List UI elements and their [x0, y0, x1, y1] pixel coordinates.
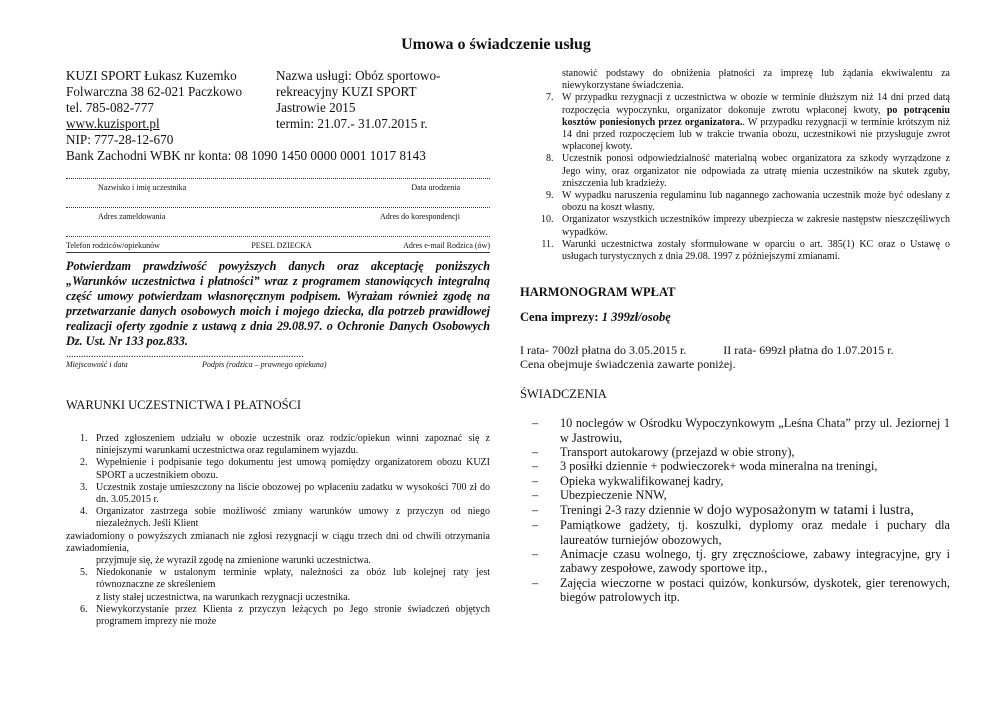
term-text: W przypadku rezygnacji z uczestnictwa w obozie w terminie dłuższym niż 14 dni przed datą rozpoczęcia wypoczynku, organizator dokonuje zwrotu wpłaconej kwoty,	[562, 92, 950, 116]
organizer-info	[66, 68, 276, 148]
benefits-list	[520, 416, 950, 604]
organizer-name: KUZI SPORT Łukasz Kuzemko	[66, 68, 237, 83]
term-text: zawiadomiony o powyższych zmianach nie zgłosi rezygnacji w ciągu trzech dni od chwili otrzymania zawiadomienia,	[66, 530, 490, 554]
service-dates: termin: 21.07.- 31.07.2015 r.	[276, 116, 428, 131]
price-line	[520, 310, 950, 325]
term-text: z listy stałej uczestnictwa, na warunkach rezygnacji uczestnika.	[96, 591, 351, 603]
term-item: 11. Warunki uczestnictwa zostały sformułowane w oparciu o art. 385(1) KC oraz o Ustawę o usługach turystycznych z dnia 29.08. 1997 z późniejszymi zmianami.	[556, 239, 950, 263]
price-label: Cena imprezy:	[520, 310, 602, 325]
organizer-phone: tel. 785-082-777	[66, 100, 154, 115]
benefit-item: – 10 noclegów w Ośrodku Wypoczynkowym „Leśna Chata” przy ul. Jeziornej 1 w Jastrowiu,	[520, 416, 950, 445]
page-title: Umowa o świadczenie usług	[401, 36, 591, 53]
header-block	[66, 68, 490, 148]
place-date-label: Miejscowość i data	[66, 360, 128, 369]
term-item: 1. Przed zgłoszeniem udziału w obozie uczestnik oraz rodzic/opiekun winni zapoznać się z niniejszymi warunkami uczestnictwa oraz regulaminem wyjazdu.	[90, 433, 490, 457]
terms-heading: WARUNKI UCZESTNICTWA I PŁATNOŚCI	[66, 398, 302, 412]
organizer-nip: NIP: 777-28-12-670	[66, 132, 174, 147]
term-text: . W przypadku rezygnacji w terminie krótszym niż 14 dni przed rozpoczęciem lub w trakcie trwania obozu, uczestnikowi nie przysługuje zwrot wpłaconej kwoty.	[562, 116, 950, 153]
bank-account: Bank Zachodni WBK nr konta: 08 1090 1450 0000 0001 1017 8143	[66, 148, 426, 163]
rate-2: II rata- 699zł płatna do 1.07.2015 r.	[723, 343, 894, 358]
service-name-line1: Nazwa usługi: Obóz sportowo-	[276, 68, 441, 83]
correspondence-address-label: Adres do korespondencji	[380, 212, 460, 221]
payments-heading: HARMONOGRAM WPŁAT	[520, 285, 676, 300]
service-info	[276, 68, 490, 148]
contact-field-labels	[66, 241, 490, 251]
service-name-line2: rekreacyjny KUZI SPORT	[276, 84, 417, 99]
terms-list-continued	[520, 92, 950, 263]
benefit-item: – Transport autokarowy (przejazd w obie strony),	[520, 445, 950, 459]
term-text: Organizator zastrzega sobie możliwość zmiany warunków umowy z przyczyn od niego niezależnych. Jeśli Klient	[96, 506, 490, 530]
benefit-item: – Zajęcia wieczorne w postaci quizów, konkursów, dyskotek, gier terenowych, biegów patrolowych itp.	[520, 576, 950, 605]
term-item: 9. W wypadku naruszenia regulaminu lub nagannego zachowania uczestnik może być odesłany z obozu na koszt własny.	[556, 190, 950, 214]
benefit-item	[520, 503, 950, 518]
benefit-item: – Opieka wykwalifikowanej kadry,	[520, 474, 950, 488]
address-field-line[interactable]	[66, 207, 490, 208]
terms-list	[66, 433, 490, 628]
parent-email-label: Adres e-mail Rodzica (ów)	[403, 241, 490, 250]
term-6-continuation: stanowić podstawy do obniżenia płatności za imprezę lub żądania ekwiwalentu za niewykorzystane świadczenia.	[562, 68, 950, 92]
organizer-website-link[interactable]: www.kuzisport.pl	[66, 116, 160, 131]
organizer-address: Folwarczna 38 62-021 Paczkowo	[66, 84, 243, 99]
consent-statement: Potwierdzam prawdziwość powyższych danych oraz akceptację poniższych „Warunków uczestnictwa i płatności” wraz z programem stanowiących integralną część umowy potwierdzam własnoręcznym podpisem. Wyrażam również zgodę na przetwarzanie danych osobowych moich i mojego dziecka, dla potrzeb prawidłowej realizacji oferty zgodnie z ustawą z dnia 29.08.97. o Ochronie Danych Osobowych Dz. Ust. Nr 133 poz.833.	[66, 259, 490, 348]
name-field-labels	[66, 183, 490, 193]
name-field-line[interactable]	[66, 178, 490, 179]
term-item: 8. Uczestnik ponosi odpowiedzialność materialną wobec organizatora za szkody wyrządzone z Jego winy, oraz organizator nie odpowiada za utratę mienia uczestników na skutek zguby, zniszczenia lub kradzieży.	[556, 153, 950, 190]
term-text: Niedokonanie w ustalonym terminie wpłaty, należności za obóz lub kolejnej raty jest równoznaczne ze skreśleniem	[96, 567, 490, 591]
pesel-label: PESEL DZIECKA	[251, 241, 312, 250]
parent-phone-label: Telefon rodziców/opiekunów	[66, 241, 160, 250]
term-item: 2. Wypełnienie i podpisanie tego dokumentu jest umową pomiędzy organizatorem obozu KUZI SPORT a uczestnikiem obozu.	[90, 457, 490, 481]
service-location: Jastrowie 2015	[276, 100, 356, 115]
left-column	[66, 68, 490, 628]
benefit-item: – Animacje czasu wolnego, tj. gry zręcznościowe, zabawy integracyjne, gry i zabawy zespołowe, zawody sportowe itp.,	[520, 547, 950, 576]
signature-line[interactable]: ...............................................................................................	[66, 349, 304, 360]
term-item: 6. Niewykorzystanie przez Klienta z przyczyn leżących po Jego stronie świadczeń objętych programem imprezy nie może	[90, 604, 490, 628]
address-field-labels	[66, 212, 490, 222]
rate-1: I rata- 700zł płatna do 3.05.2015 r.	[520, 343, 687, 358]
birth-date-label: Data urodzenia	[411, 183, 460, 192]
signature-labels	[66, 360, 490, 370]
right-column	[520, 68, 950, 605]
price-value: 1 399zł/osobę	[601, 310, 671, 325]
term-item	[556, 92, 950, 153]
benefit-item: – Ubezpieczenie NNW,	[520, 488, 950, 502]
benefit-text: Treningi 2-3 razy dziennie	[560, 502, 694, 517]
rates-block	[520, 343, 950, 371]
contact-field-line[interactable]	[66, 236, 490, 237]
price-includes: Cena obejmuje świadczenia zawarte poniżej.	[520, 357, 736, 372]
term-text: przyjmuje się, że wyraził zgodę na zmienione warunki uczestnictwa.	[96, 555, 371, 567]
term-item	[90, 567, 490, 604]
participant-name-label: Nazwisko i imię uczestnika	[98, 183, 187, 192]
benefits-heading: ŚWIADCZENIA	[520, 387, 607, 402]
term-item: 10. Organizator wszystkich uczestników imprezy ubezpiecza w zakresie następstw nieszczęśliwych wypadków.	[556, 214, 950, 238]
registered-address-label: Adres zameldowania	[98, 212, 166, 221]
benefit-item: – Pamiątkowe gadżety, tj. koszulki, dyplomy oraz medale i puchary dla laureatów turniejów obozowych,	[520, 518, 950, 547]
term-item	[66, 506, 490, 567]
benefit-text: w dojo wyposażonym w tatami i lustra,	[693, 502, 914, 518]
benefit-item: – 3 posiłki dziennie + podwieczorek+ woda mineralna na treningi,	[520, 459, 950, 473]
term-item: 3. Uczestnik zostaje umieszczony na liście obozowej po wpłaceniu zadatku w wysokości 700 zł do dn. 3.05.2015 r.	[90, 482, 490, 506]
parent-signature-label: Podpis (rodzica – prawnego opiekuna)	[202, 360, 327, 369]
term-text-bold: po potrąceniu kosztów poniesionych przez organizatora.	[562, 104, 950, 128]
